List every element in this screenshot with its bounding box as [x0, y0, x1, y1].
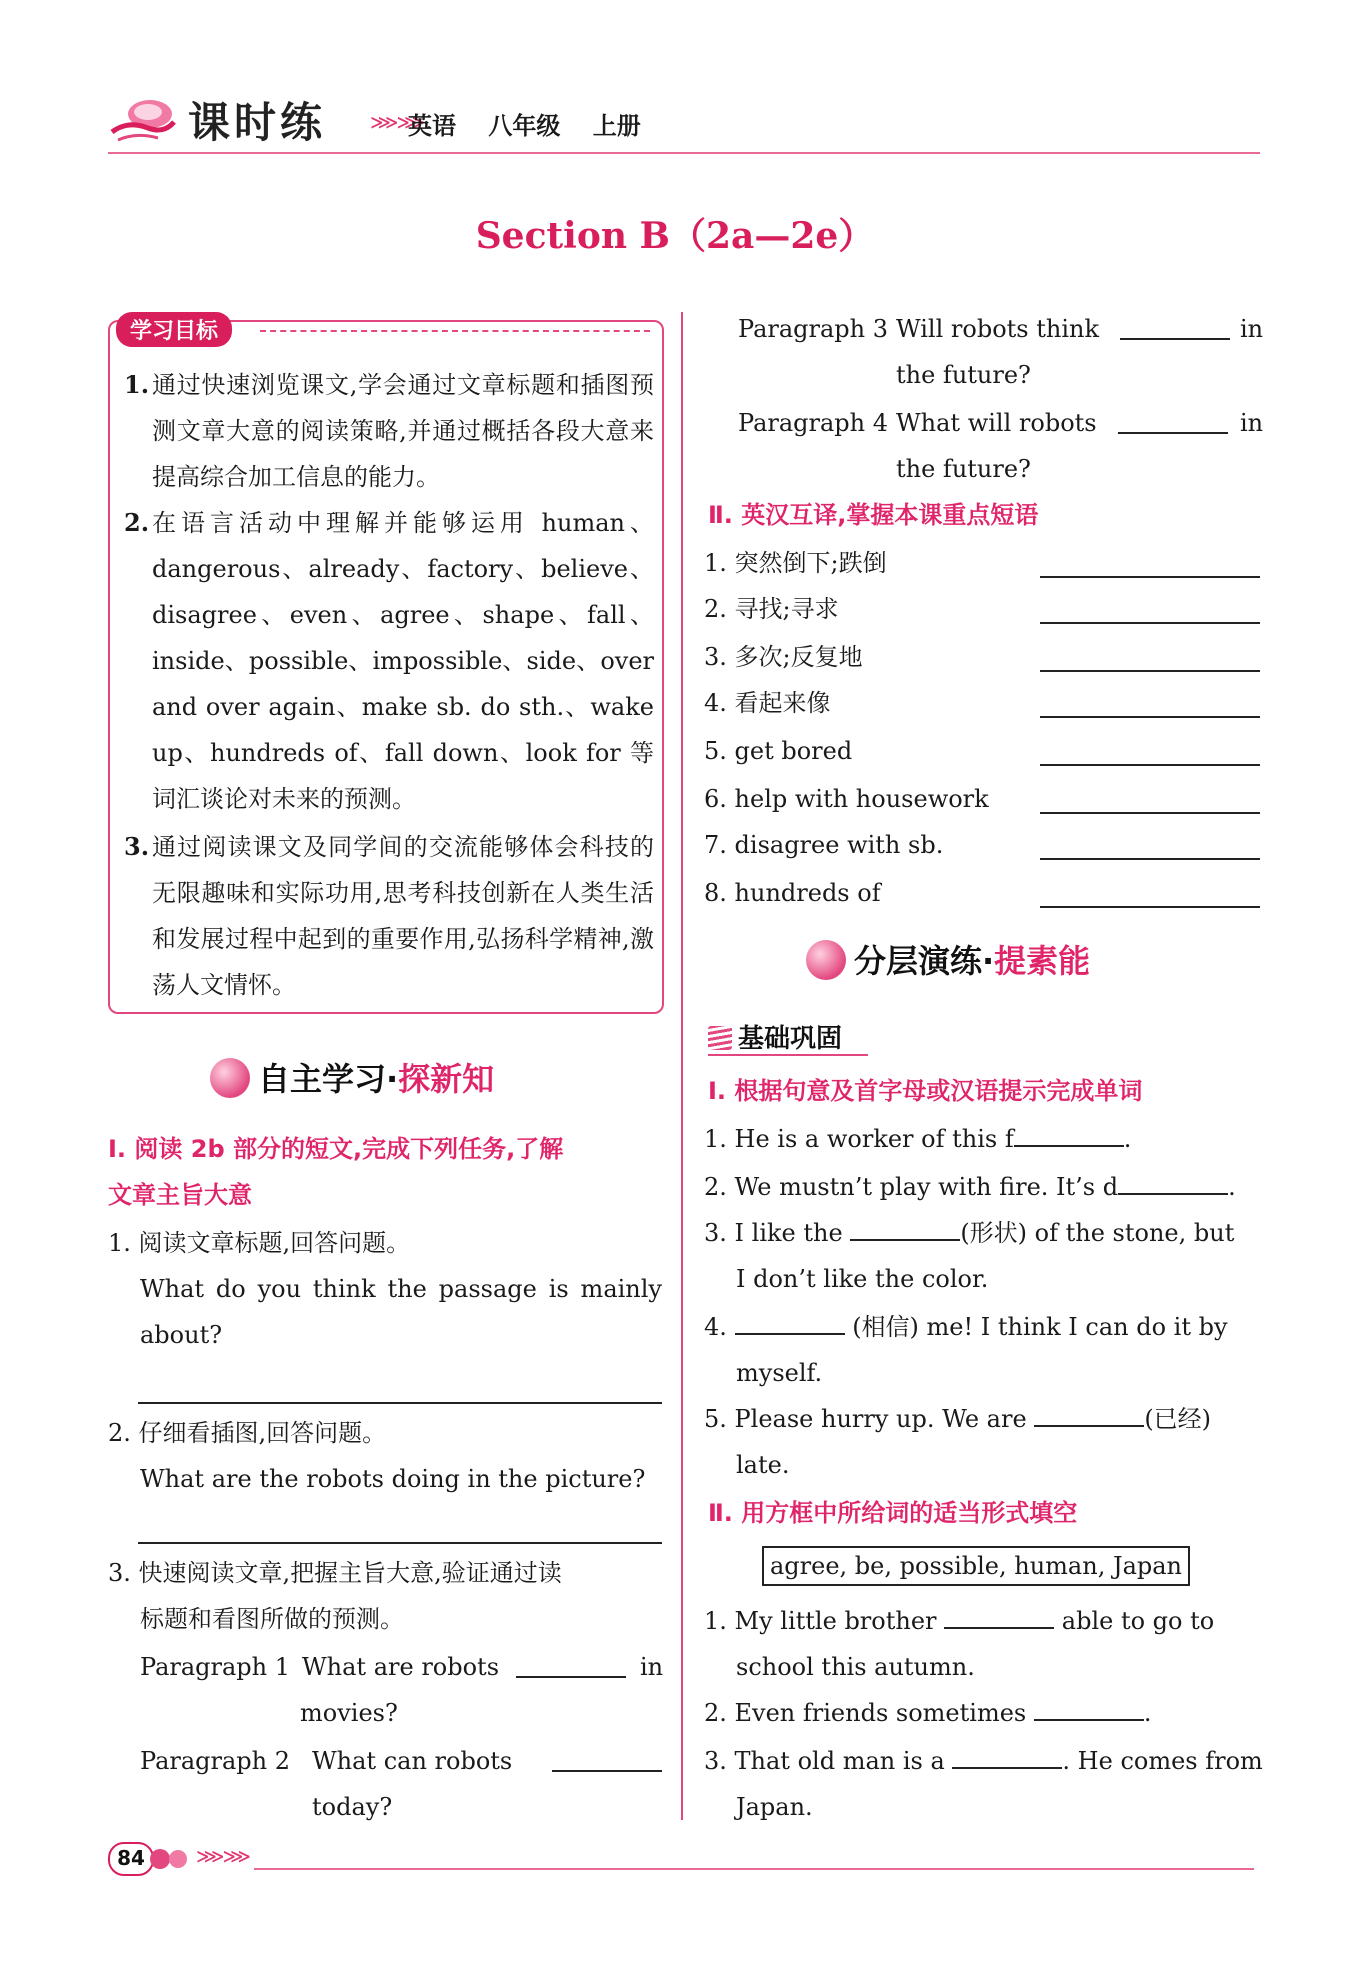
fill-q2: 2. Even friends sometimes .	[704, 1690, 1152, 1736]
phrase-item-3: 3. 多次;反复地	[704, 643, 863, 671]
word-box: agree, be, possible, human, Japan	[762, 1546, 1190, 1586]
phrase-item-4: 4. 看起来像	[704, 689, 831, 717]
paragraph-4-question: What will robots	[896, 409, 1097, 437]
goal-item-2: 2. 在语言活动中理解并能够运用 human、dangerous、already、factory、believe、disagree、even、agree、shape、fall、inside、possible、impossible、side、over and over again、make sb. do sth.、wake up、hundreds of、fall down、look for 等词汇谈论对未来的预测。	[124, 508, 654, 813]
practice-q4-blank[interactable]	[735, 1309, 845, 1335]
fill-q1-cont: school this autumn.	[736, 1653, 975, 1681]
lips-logo-icon	[108, 92, 178, 146]
paragraph-1-cont: movies?	[300, 1699, 398, 1727]
page-header	[108, 88, 1260, 158]
part1-heading-line1: Ⅰ. 阅读 2b 部分的短文,完成下列任务,了解	[108, 1135, 564, 1163]
column-divider	[681, 312, 683, 1820]
phrase-answer-line-6[interactable]	[1040, 812, 1260, 814]
practice-part2-heading: Ⅱ. 用方框中所给词的适当形式填空	[708, 1499, 1078, 1527]
paragraph-2-label: Paragraph 2	[140, 1747, 291, 1775]
fill-q1-blank[interactable]	[944, 1603, 1054, 1629]
basic-practice-heading: 基础巩固	[708, 1018, 842, 1055]
phrase-item-6: 6. help with housework	[704, 785, 989, 813]
practice-q5-blank[interactable]	[1034, 1401, 1144, 1427]
book-info	[408, 106, 665, 141]
phrase-item-2: 2. 寻找;寻求	[704, 595, 839, 623]
paragraph-2-blank[interactable]	[552, 1770, 662, 1772]
paragraph-4-label: Paragraph 4	[738, 409, 889, 437]
practice-q5: 5. Please hurry up. We are (已经)	[704, 1396, 1211, 1442]
practice-q5-cont: late.	[736, 1451, 790, 1479]
paragraph-3-blank[interactable]	[1120, 338, 1230, 340]
q1-answer-line[interactable]	[138, 1402, 662, 1404]
phrase-answer-line-2[interactable]	[1040, 622, 1260, 624]
header-rule	[108, 152, 1260, 154]
phrase-answer-line-8[interactable]	[1040, 906, 1260, 908]
fill-q2-blank[interactable]	[1034, 1695, 1144, 1721]
practice-q1: 1. He is a worker of this f .	[704, 1116, 1131, 1162]
subject-label: 英语	[408, 112, 456, 140]
q3-label-line1: 3. 快速阅读文章,把握主旨大意,验证通过读	[108, 1559, 562, 1587]
q3-label-line2: 标题和看图所做的预测。	[140, 1605, 404, 1633]
sub-heading-underline	[708, 1054, 868, 1056]
footer-arrows-icon: ⋙⋙	[196, 1844, 249, 1868]
part1-heading-line2: 文章主旨大意	[108, 1181, 252, 1209]
section-title: Section B（2a—2e）	[475, 215, 875, 257]
practice-q3-blank[interactable]	[850, 1215, 960, 1241]
phrase-item-5: 5. get bored	[704, 737, 853, 765]
phrase-answer-line-5[interactable]	[1040, 764, 1260, 766]
fill-q1: 1. My little brother able to go to	[704, 1598, 1214, 1644]
paragraph-4-cont: the future?	[896, 455, 1031, 483]
page-number: 84	[108, 1842, 154, 1876]
phrases-heading: Ⅱ. 英汉互译,掌握本课重点短语	[708, 501, 1039, 529]
q1-english-line2: about?	[140, 1321, 223, 1349]
paragraph-1-blank[interactable]	[516, 1676, 626, 1678]
phrase-item-1: 1. 突然倒下;跌倒	[704, 549, 887, 577]
paragraph-1-question: What are robots	[302, 1653, 500, 1681]
paragraph-1-label: Paragraph 1	[140, 1653, 291, 1681]
paragraph-3-cont: the future?	[896, 361, 1031, 389]
practice-q2: 2. We mustn’t play with fire. It’s d .	[704, 1164, 1236, 1210]
practice-q3: 3. I like the (形状) of the stone, but	[704, 1210, 1234, 1256]
paragraph-2-question: What can robots	[312, 1747, 513, 1775]
goals-tab: 学习目标	[116, 312, 232, 347]
phrase-answer-line-3[interactable]	[1040, 670, 1260, 672]
fill-q3: 3. That old man is a . He comes from	[704, 1738, 1263, 1784]
paragraph-4-blank[interactable]	[1118, 432, 1228, 434]
q1-label: 1. 阅读文章标题,回答问题。	[108, 1229, 411, 1257]
fill-q3-cont: Japan.	[736, 1793, 813, 1821]
fill-q3-blank[interactable]	[952, 1743, 1062, 1769]
practice-q2-blank[interactable]	[1118, 1169, 1228, 1195]
volume-label: 上册	[592, 112, 641, 140]
phrase-answer-line-7[interactable]	[1040, 858, 1260, 860]
q2-english: What are the robots doing in the picture?	[140, 1465, 646, 1493]
practice-q4: 4. (相信) me! I think I can do it by	[704, 1304, 1228, 1350]
practice-q1-blank[interactable]	[1014, 1121, 1124, 1147]
paragraph-2-cont: today?	[312, 1793, 393, 1821]
goal-item-3: 3. 通过阅读课文及同学间的交流能够体会科技的无限趣味和实际功用,思考科技创新在人类生活和发展过程中起到的重要作用,弘扬科学精神,激荡人文情怀。	[124, 832, 654, 999]
q2-label: 2. 仔细看插图,回答问题。	[108, 1419, 387, 1447]
paragraph-3-question: Will robots think	[896, 315, 1100, 343]
phrase-item-8: 8. hundreds of	[704, 879, 881, 907]
footer-rule	[254, 1868, 1254, 1870]
learning-goals-box	[108, 320, 664, 1014]
paragraph-1-after: in	[640, 1653, 664, 1681]
grade-label: 八年级	[488, 112, 561, 140]
phrase-answer-line-1[interactable]	[1040, 576, 1260, 578]
paragraph-4-after: in	[1240, 409, 1264, 437]
brand-title: 课时练	[188, 98, 327, 147]
workbook-page: 课时练 ⋙⋙ 英语 八年级 上册 Section B（2a—2e） 学习目标 1. 通过快速浏览课文,学会通过文章标题和插图预测文章大意的阅读策略,并通过概括各段大意来提高综合加工信息的能力。 2. 在语言活动中理解并能够运用 human、dangerous、already、factory、believe、disagree、even、agree、shape、fall、inside、possible、impossible、side、over and over again、make sb. do sth.、wake up、hundreds of、fall down、look for 等词汇谈论对未来的预测。 3. 通过阅读课文及同学间的交流能够体会科技的无限趣味和实际功用,思考科技创新在人类生活和发展过程中起到的重要作用,弘扬科学精神,激荡人文情怀。 自主学习·探新知 Ⅰ. 阅读 2b 部分的短文,完成下列任务,了解 文章主旨大意 1. 阅读文章标题,回答问题。 What do you think the passage is mainly about? 2. 仔细看插图,回答问题。 What are the robots doing in the picture? 3. 快速阅读文章,把握主旨大意,验证通过读 标题和看图所做的预测。 Paragraph 1 What are robots in movies? Paragraph 2 What can robots today? Paragraph 3 Will robots think in the future? Paragraph 4 What will robots in the future? Ⅱ. 英汉互译,掌握本课重点短语 1. 突然倒下;跌倒 2. 寻找;寻求 3. 多次;反复地 4. 看起来像 5. get bored 6. help with housework 7. disagree with sb. 8. hundreds of 分层演练·提素能 基础巩固 Ⅰ. 根据句意及首字母或汉语提示完成单词 1. He is a worker of this f . 2. We mustn’t play with fire. It’s d . 3. I like the (形状) of the stone, but I don’t like the color. 4. (相信) me! I think I can do it by myself. 5. Please hurry up. We are (已经) late. Ⅱ. 用方框中所给词的适当形式填空 agree, be, possible, human, Japan 1. My little brother able to go to school this autumn. 2. Even friends sometimes . 3. That old man is a . He comes from Japan. 84 ⋙⋙	[0, 0, 1350, 1971]
q1-english-line1: What do you think the passage is mainly	[140, 1275, 662, 1303]
paragraph-3-label: Paragraph 3	[738, 315, 889, 343]
phrase-answer-line-4[interactable]	[1040, 716, 1260, 718]
pink-balls-icon	[150, 1846, 190, 1872]
practice-part1-heading: Ⅰ. 根据句意及首字母或汉语提示完成单词	[708, 1077, 1143, 1105]
pink-ball-icon	[210, 1058, 250, 1098]
header-arrows-icon: ⋙⋙	[370, 110, 423, 134]
practice-q4-cont: myself.	[736, 1359, 823, 1387]
goals-dashed-line	[260, 330, 650, 332]
goal-item-1: 1. 通过快速浏览课文,学会通过文章标题和插图预测文章大意的阅读策略,并通过概括各段大意来提高综合加工信息的能力。	[124, 370, 654, 491]
stacked-books-icon	[708, 1026, 732, 1050]
paragraph-3-after: in	[1240, 315, 1264, 343]
practice-q3-cont: I don’t like the color.	[736, 1265, 989, 1293]
pink-ball-icon	[806, 940, 846, 980]
q2-answer-line[interactable]	[138, 1542, 662, 1544]
phrase-item-7: 7. disagree with sb.	[704, 831, 944, 859]
